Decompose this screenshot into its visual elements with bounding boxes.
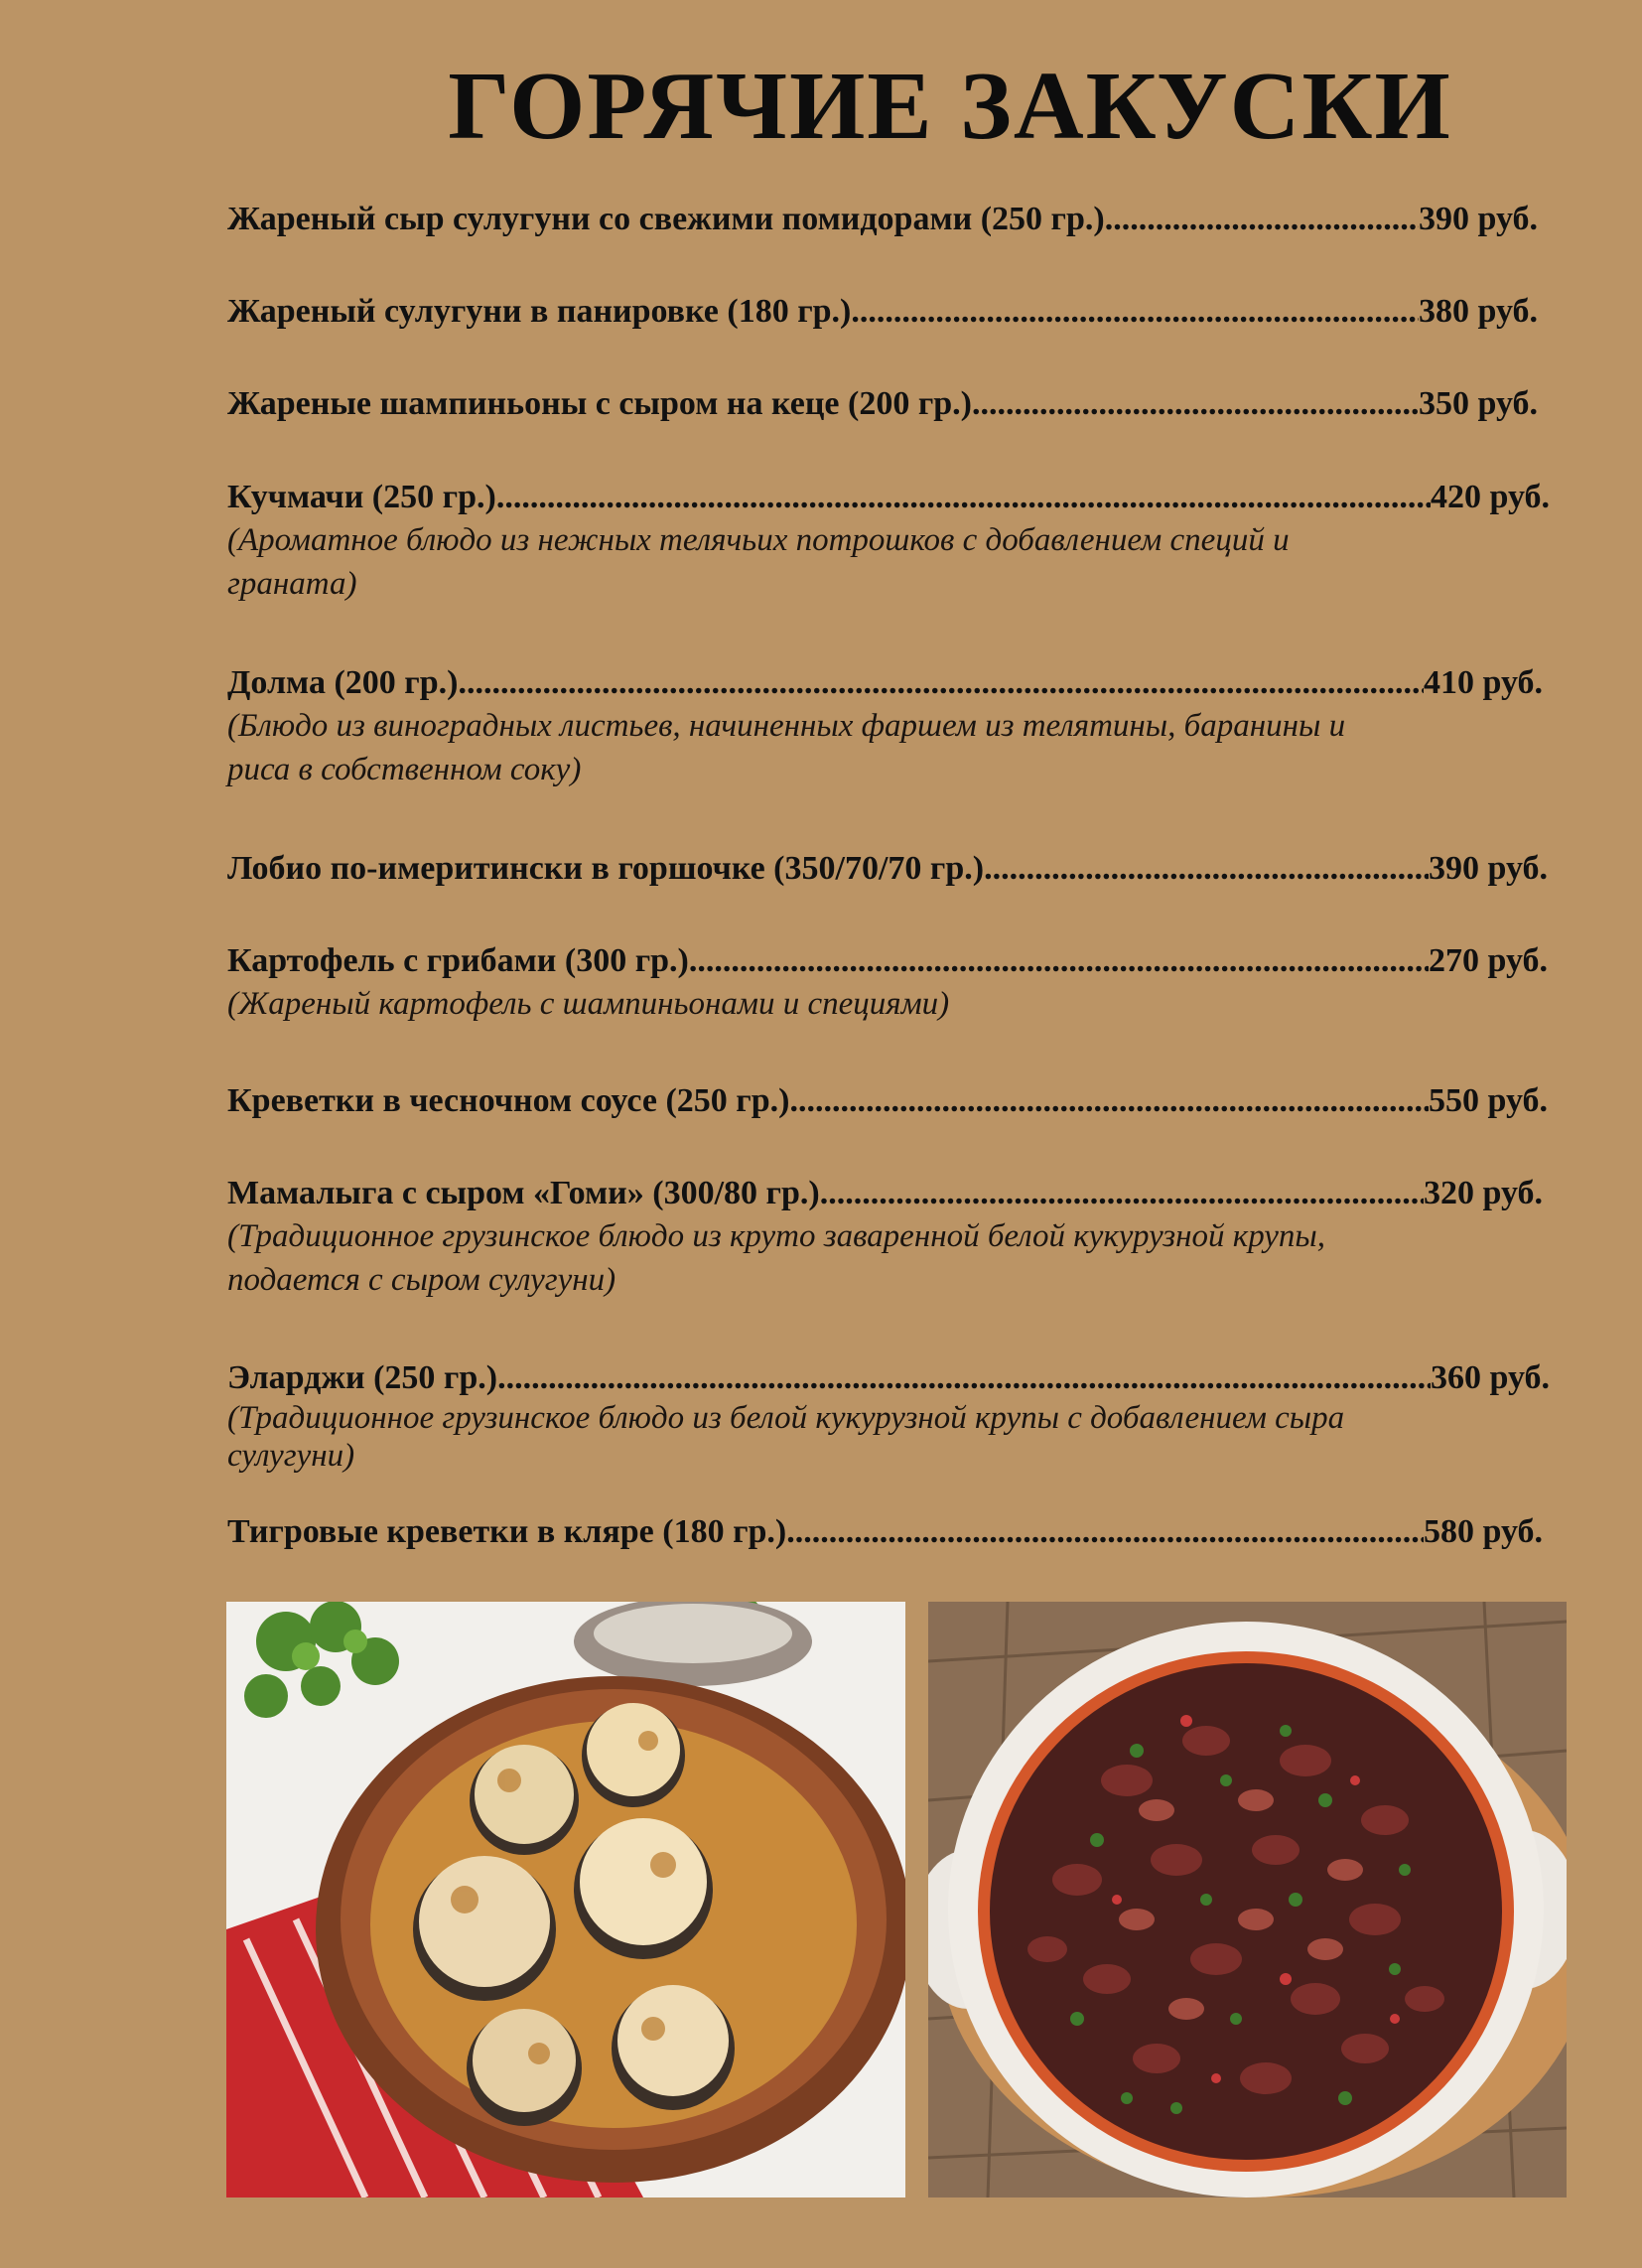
- menu-item-description: (Жареный картофель с шампиньонами и специями): [227, 986, 950, 1022]
- leader-dots: [497, 1357, 1431, 1399]
- leader-dots: [789, 1080, 1429, 1122]
- menu-item: [227, 477, 1550, 606]
- menu-item: [227, 291, 1550, 333]
- leader-dots: [496, 477, 1431, 518]
- menu-item-name: Жареные шампиньоны с сыром на кеце (200 гр.): [227, 385, 972, 422]
- menu-item-price: 380 руб.: [1418, 293, 1538, 330]
- menu-item-price: 550 руб.: [1428, 1082, 1548, 1119]
- leader-dots: [851, 291, 1419, 333]
- menu-item-price: 580 руб.: [1423, 1513, 1543, 1550]
- menu-item-name: Кучмачи (250 гр.): [227, 479, 496, 515]
- menu-item-name: Долма (200 гр.): [227, 664, 459, 701]
- menu-item-price: 420 руб.: [1430, 479, 1550, 515]
- leader-dots: [689, 940, 1429, 982]
- menu-item-price: 360 руб.: [1430, 1359, 1550, 1396]
- photo-lobio: [928, 1602, 1567, 2197]
- menu-item-name: Картофель с грибами (300 гр.): [227, 942, 689, 979]
- menu-item-name: Жареный сулугуни в панировке (180 гр.): [227, 293, 852, 330]
- menu-item-name: Тигровые креветки в кляре (180 гр.): [227, 1513, 787, 1550]
- menu-item-description: (Традиционное грузинское блюдо из круто заваренной белой кукурузной крупы, подается с сыром сулугуни): [227, 1218, 1326, 1298]
- menu-item-price: 390 руб.: [1418, 201, 1538, 237]
- menu-item: [227, 1080, 1550, 1122]
- menu-item: [227, 848, 1550, 890]
- page-title: ГОРЯЧИЕ ЗАКУСКИ: [448, 53, 1452, 160]
- menu-item-price: 270 руб.: [1428, 942, 1548, 979]
- menu-item-name: Жареный сыр сулугуни со свежими помидорами (250 гр.): [227, 201, 1105, 237]
- leader-dots: [820, 1173, 1424, 1214]
- menu-item-price: 350 руб.: [1418, 385, 1538, 422]
- leader-dots: [984, 848, 1429, 890]
- menu-item: [227, 1511, 1550, 1553]
- leader-dots: [1105, 199, 1419, 240]
- menu-item: [227, 940, 1550, 1026]
- menu-item-name: Эларджи (250 гр.): [227, 1359, 498, 1396]
- menu-item-description: (Традиционное грузинское блюдо из белой кукурузной крупы с добавлением сыра сулугуни): [227, 1400, 1345, 1474]
- menu-item-description: (Ароматное блюдо из нежных телячьих потрошков с добавлением специй и граната): [227, 522, 1290, 602]
- photo-baked-mushrooms: [226, 1602, 905, 2197]
- menu-item-name: Креветки в чесночном соусе (250 гр.): [227, 1082, 790, 1119]
- menu-item: [227, 662, 1550, 791]
- leader-dots: [458, 662, 1424, 704]
- menu-item-price: 390 руб.: [1428, 850, 1548, 887]
- menu-item-price: 320 руб.: [1423, 1175, 1543, 1211]
- photo-row: [226, 1602, 1567, 2197]
- leader-dots: [786, 1511, 1424, 1553]
- menu-item-price: 410 руб.: [1423, 664, 1543, 701]
- menu-item: [227, 383, 1550, 425]
- menu-item: [227, 1173, 1550, 1302]
- menu-item-name: Мамалыга с сыром «Гоми» (300/80 гр.): [227, 1175, 820, 1211]
- menu-item-description: (Блюдо из виноградных листьев, начиненных фаршем из телятины, баранины и риса в собственном соку): [227, 708, 1346, 787]
- menu-item-name: Лобио по-имеритински в горшочке (350/70/70 гр.): [227, 850, 985, 887]
- menu-item: [227, 1357, 1550, 1475]
- menu-item: [227, 199, 1550, 240]
- leader-dots: [972, 383, 1419, 425]
